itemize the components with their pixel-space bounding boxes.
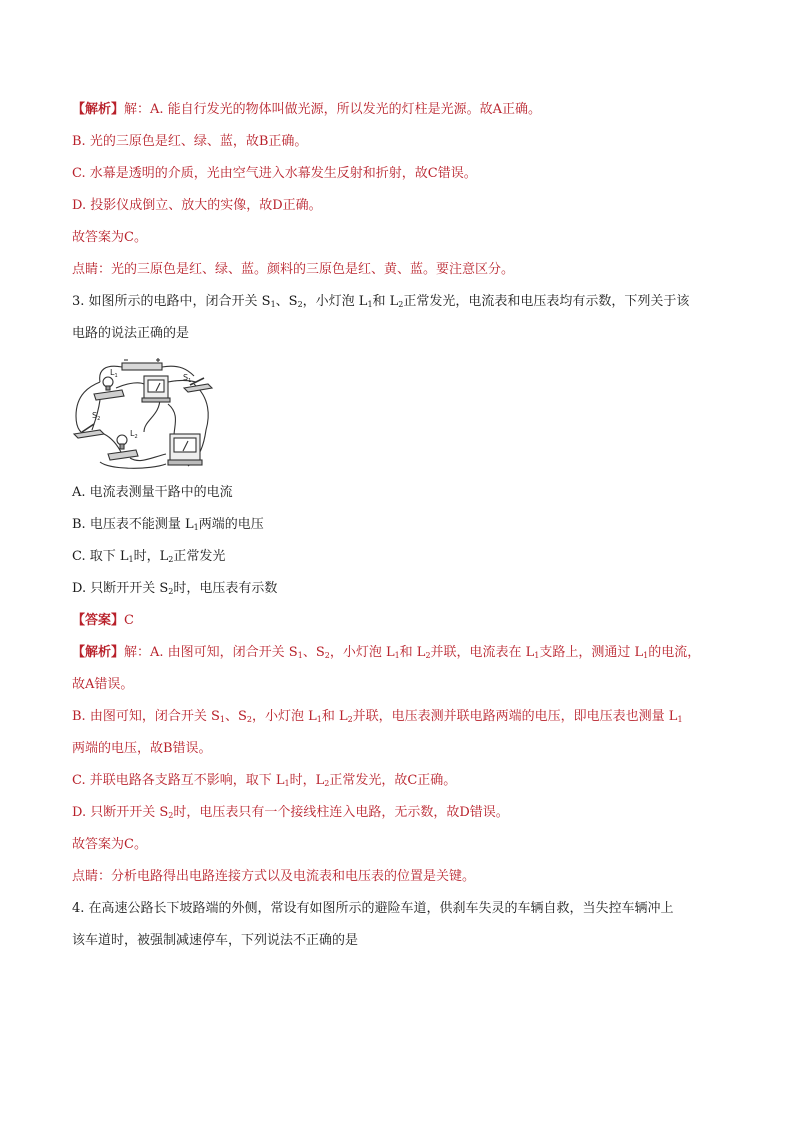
q2-explain-line-a: 【解析】解：A. 能自行发光的物体叫做光源，所以发光的灯柱是光源。故A正确。 [72,102,542,117]
svg-text:L1: $L_1$ [110,368,118,379]
q3-answer: 【答案】C [72,613,134,628]
q4-stem-line-2: 该车道时，被强制减速停车，下列说法不正确的是 [72,933,359,948]
q2-explain-line-c: C. 水幕是透明的介质，光由空气进入水幕发生反射和折射，故C错误。 [72,166,477,181]
svg-text:L2: $L_2$ [130,429,138,440]
switch-s2-icon [74,424,104,438]
q2-explain-line-d: D. 投影仪成倒立、放大的实像，故D正确。 [72,198,322,213]
q2-explain-line-b: B. 光的三原色是红、绿、蓝，故B正确。 [72,134,308,149]
q3-option-b: B. 电压表不能测量 $L_1$两端的电压 [72,517,264,532]
battery-icon [122,363,162,370]
q4-stem-line-1: 4. 在高速公路长下坡路端的外侧，常设有如图所示的避险车道，供刹车失灵的车辆自救，当失控车辆冲上 [72,901,674,916]
explain-tag: 【解析】 [72,102,125,117]
bulb-l1-icon [94,377,124,400]
q3-explain-line-a: 【解析】解：A. 由图可知，闭合开关 $S_1$、$S_2$，小灯泡 $L_1$和 $L_2$并联，电流表在 $L_1$支路上，测通过 $L_1$的电流， [72,645,701,660]
q2-note: 点睛：光的三原色是红、绿、蓝。颜料的三原色是红、黄、蓝。要注意区分。 [72,262,515,277]
svg-text:S2: $S_2$ [92,411,101,422]
q3-option-a: A. 电流表测量干路中的电流 [72,485,233,500]
circuit-figure [70,354,216,472]
q3-explain-line-a2: 故A错误。 [72,677,134,692]
q3-stem-line-2: 电路的说法正确的是 [72,326,190,341]
q3-stem-line-1: 3. 如图所示的电路中，闭合开关 $S_1$、$S_2$，小灯泡 $L_1$和 $L_2$正常发光，电流表和电压表均有示数，下列关于该 [72,294,690,309]
q3-explain-line-b: B. 由图可知，闭合开关 $S_1$、$S_2$，小灯泡 $L_1$和 $L_2$并联，电压表测并联电路两端的电压，即电压表也测量 $L_1$ [72,709,683,724]
voltmeter-icon [168,434,202,465]
svg-text:S1: $S_1$ [183,373,192,384]
q3-final-answer: 故答案为C。 [72,837,147,852]
q3-explain-line-b2: 两端的电压，故B错误。 [72,741,212,756]
ammeter-icon [142,376,170,402]
q2-answer-line: 故答案为C。 [72,230,147,245]
q3-note: 点睛：分析电路得出电路连接方式以及电流表和电压表的位置是关键。 [72,869,476,884]
q3-explain-line-d: D. 只断开开关 $S_2$时，电压表只有一个接线柱连入电路，无示数，故D错误。 [72,805,509,820]
q3-option-c: C. 取下 $L_1$时，$L_2$正常发光 [72,549,226,564]
q3-option-d: D. 只断开开关 $S_2$时，电压表有示数 [72,581,278,596]
q3-explain-line-c: C. 并联电路各支路互不影响，取下 $L_1$时，$L_2$正常发光，故C正确。 [72,773,457,788]
